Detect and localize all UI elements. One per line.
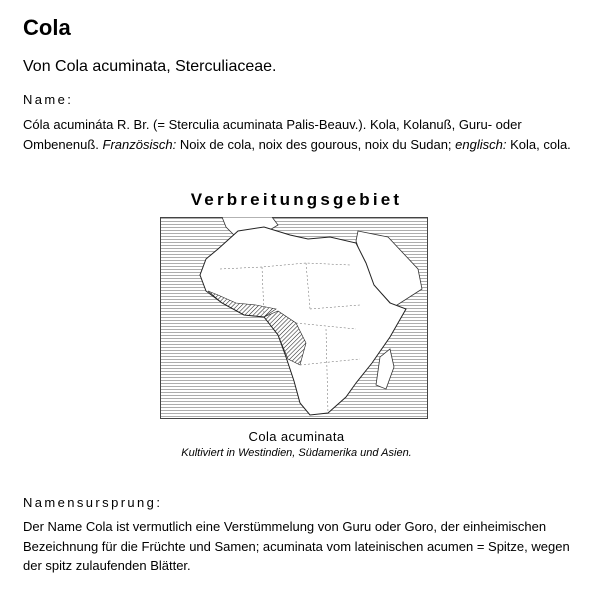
name-text-part1: Cóla acumináta R. Br. (= Sterculia acuminata Palis-Beauv.). Kola, Kolanuß, Guru- oder Ombenenuß. [23, 117, 522, 152]
map-caption: Cola acuminata [248, 429, 345, 444]
map-subcaption: Kultiviert in Westindien, Südamerika und Asien. [181, 447, 412, 459]
name-section-text [23, 115, 578, 154]
origin-section-text: Der Name Cola ist vermutlich eine Verstümmelung von Guru oder Goro, der einheimischen Bezeichnung für die Früchte und Samen; acuminata vom lateinischen acumen = Spitze, wegen der spitz zulaufenden Blätter. [23, 519, 570, 573]
distribution-map [160, 217, 428, 419]
name-text-part3: Kola, cola. [506, 136, 571, 152]
name-section-label: Name: [23, 92, 74, 107]
french-label: Französisch: [102, 136, 177, 152]
name-text-part2: Noix de cola, noix des gourous, noix du Sudan; [176, 136, 456, 152]
distribution-map-svg [160, 217, 428, 419]
english-label: englisch: [455, 136, 507, 152]
origin-section-label: Namensursprung: [23, 495, 163, 510]
figure-title: Verbreitungsgebiet [190, 190, 403, 209]
page-subtitle: Von Cola acuminata, Sterculiaceae. [23, 58, 277, 75]
page-title: Cola [23, 15, 71, 40]
